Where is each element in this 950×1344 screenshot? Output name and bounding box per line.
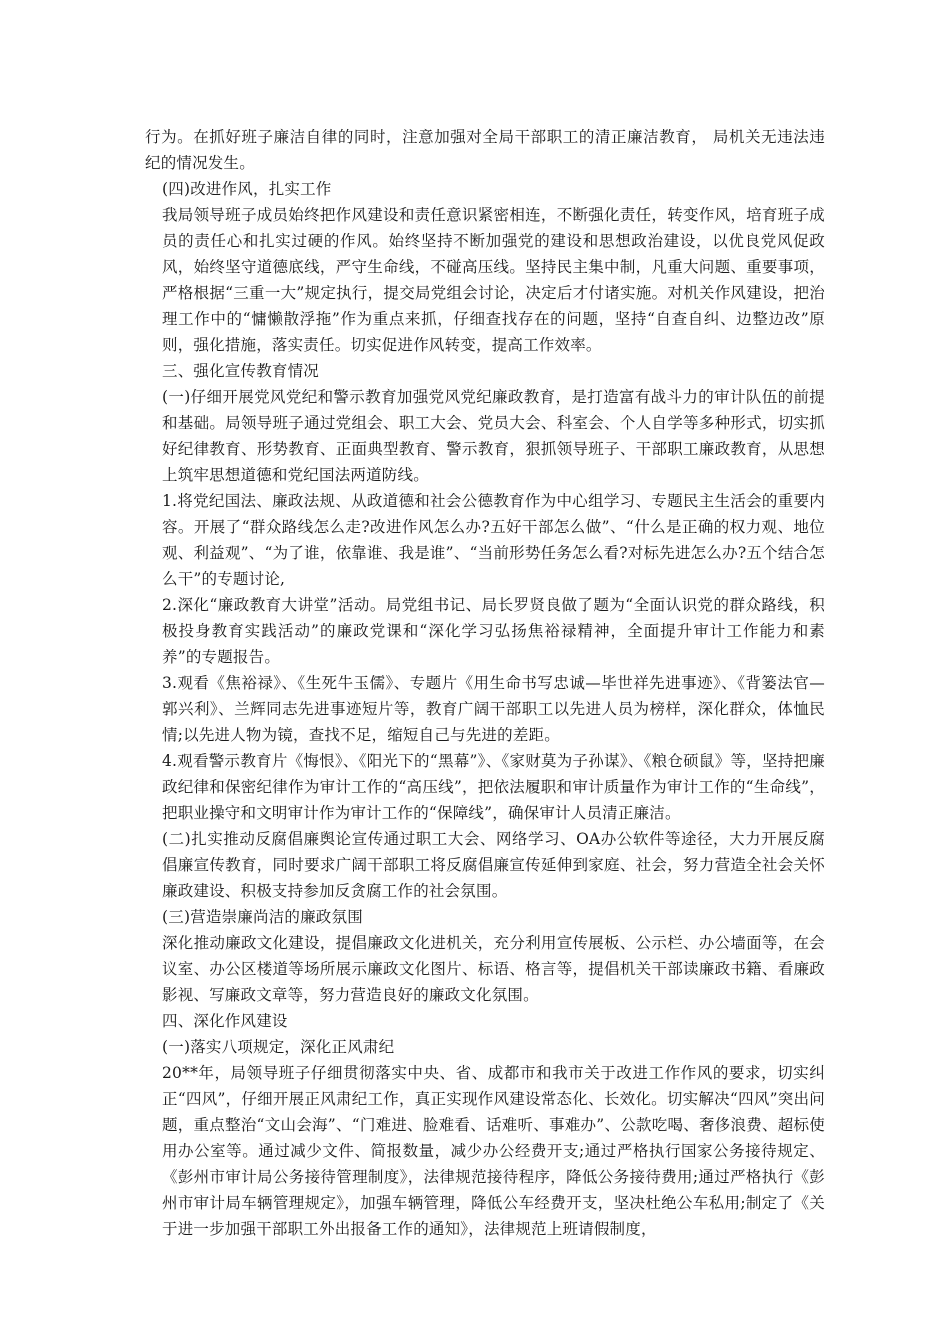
section-heading-eight-rules: (一)落实八项规定，深化正风肃纪 [162,1038,395,1056]
paragraph-anti-corruption-publicity: (二)扎实推动反腐倡廉舆论宣传通过职工大会、网络学习、OA办公软件等途径，大力开展反腐倡廉宣传教育，同时要求广阔干部职工将反腐倡廉宣传延伸到家庭、社会，努力营造全社会关怀廉政建设、积极支持参加反贪腐工作的社会氛围。 [162,830,825,900]
paragraph-clean-culture: 深化推动廉政文化建设，提倡廉政文化进机关，充分利用宣传展板、公示栏、办公墙面等，在会议室、办公区楼道等场所展示廉政文化图片、标语、格言等，提倡机关干部读廉政书籍、看廉政影视、写廉政文章等，努力营造良好的廉政文化氛围。 [162,934,825,1004]
paragraph-eight-rules: 20**年，局领导班子仔细贯彻落实中央、省、成都市和我市关于改进工作作风的要求，切实纠正“四风”，仔细开展正风肃纪工作，真正实现作风建设常态化、长效化。切实解决“四风”突出问题，重点整治“文山会海”、“门难进、脸难看、话难听、事难办”、公款吃喝、奢侈浪费、超标使用办公室等。通过减少文件、简报数量，减少办公经费开支;通过严格执行国家公务接待规定、《彭州市审计局公务接待管理制度》，法律规范接待程序，降低公务接待费用;通过严格执行《彭州市审计局车辆管理规定》，加强车辆管理，降低公车经费开支，坚决杜绝公车私用;制定了《关于进一步加强干部职工外出报备工作的通知》，法律规范上班请假制度， [162,1064,825,1238]
section-heading-clean-atmosphere: (三)营造崇廉尚洁的廉政氛围 [162,908,363,926]
list-item-4: 4.观看警示教育片《悔恨》、《阳光下的“黑幕”》、《家财莫为子孙谋》、《粮仓硕鼠》等，坚持把廉政纪律和保密纪律作为审计工作的“高压线”，把依法履职和审计质量作为审计工作的“生命线”，把职业操守和文明审计作为审计工作的“保障线”，确保审计人员清正廉洁。 [162,752,825,822]
section-heading-improve-style: (四)改进作风，扎实工作 [162,180,332,198]
list-item-2: 2.深化“廉政教育大讲堂”活动。局党组书记、局长罗贤良做了题为“全面认识党的群众路线，积极投身教育实践活动”的廉政党课和“深化学习弘扬焦裕禄精神，全面提升审计工作能力和素养”的专题报告。 [162,596,825,666]
paragraph-1: 行为。在抓好班子廉洁自律的同时，注意加强对全局干部职工的清正廉洁教育， 局机关无违法违纪的情况发生。 [145,128,825,172]
list-item-1: 1.将党纪国法、廉政法规、从政道德和社会公德教育作为中心组学习、专题民主生活会的重要内容。开展了“群众路线怎么走?改进作风怎么办?五好干部怎么做”、“什么是正确的权力观、地位观、利益观”、“为了谁，依靠谁、我是谁”、“当前形势任务怎么看?对标先进怎么办?五个结合怎么干”的专题讨论, [162,492,825,588]
section-heading-publicity-education: 三、强化宣传教育情况 [162,362,320,380]
paragraph-discipline-education: (一)仔细开展党风党纪和警示教育加强党风党纪廉政教育，是打造富有战斗力的审计队伍的前提和基础。局领导班子通过党组会、职工大会、党员大会、科室会、个人自学等多种形式，切实抓好纪律教育、形势教育、正面典型教育、警示教育，狠抓领导班子、干部职工廉政教育，从思想上筑牢思想道德和党纪国法两道防线。 [162,388,825,484]
list-item-3: 3.观看《焦裕禄》、《生死牛玉儒》、专题片《用生命书写忠诚—毕世祥先进事迹》、《背篓法官—郭兴利》、兰辉同志先进事迹短片等，教育广阔干部职工以先进人员为榜样，深化群众，体恤民情;以先进人物为镜，查找不足，缩短自己与先进的差距。 [162,674,825,744]
paragraph-work-style: 我局领导班子成员始终把作风建设和责任意识紧密相连，不断强化责任，转变作风，培育班子成员的责任心和扎实过硬的作风。始终坚持不断加强党的建设和思想政治建设，以优良党风促政风，始终坚守道德底线，严守生命线，不碰高压线。坚持民主集中制，凡重大问题、重要事项，严格根据“三重一大”规定执行，提交局党组会讨论，决定后才付诸实施。对机关作风建设，把治理工作中的“慵懒散浮拖”作为重点来抓，仔细查找存在的问题，坚持“自查自纠、边整边改”原则，强化措施，落实责任。切实促进作风转变，提高工作效率。 [162,206,825,354]
document-page [145,124,825,1242]
section-heading-deepen-style: 四、深化作风建设 [162,1012,288,1030]
